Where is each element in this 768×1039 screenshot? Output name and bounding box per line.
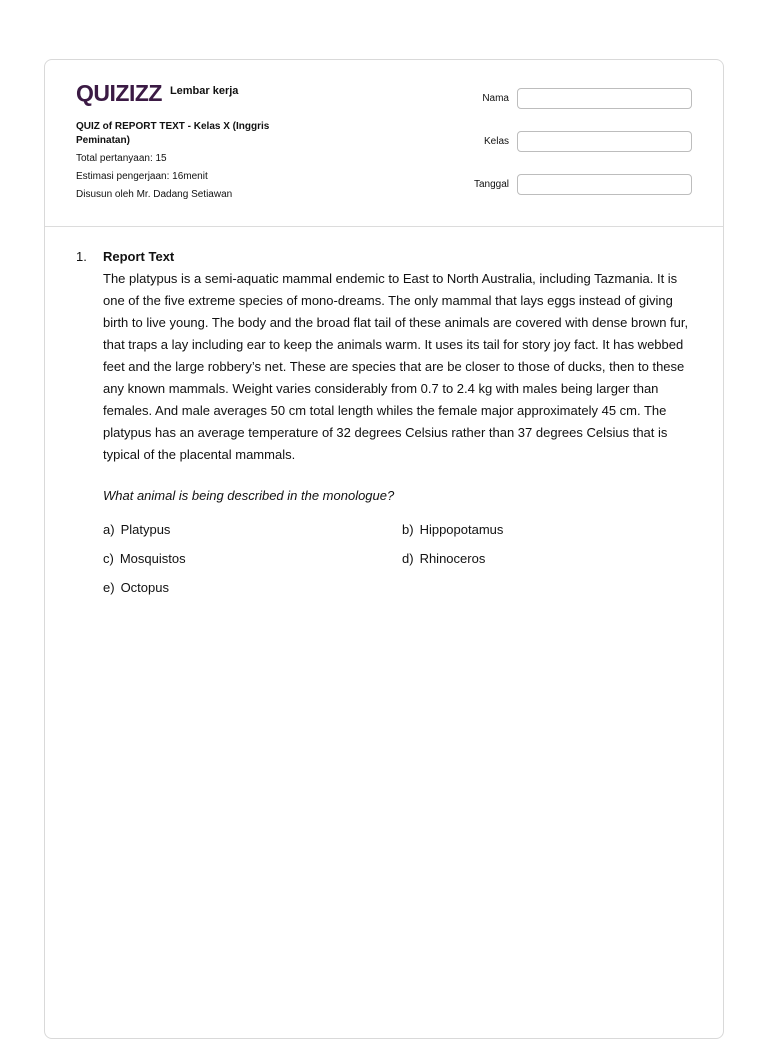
- date-field[interactable]: [517, 174, 692, 195]
- name-label: Nama: [482, 93, 509, 104]
- question-heading: Report Text: [103, 249, 175, 264]
- option-text: Mosquistos: [119, 551, 186, 566]
- option-text: Hippopotamus: [419, 522, 504, 537]
- estimated-time: Estimasi pengerjaan: 16menit: [76, 171, 208, 182]
- question-prompt: What animal is being described in the monologue?: [103, 488, 395, 503]
- option-letter: d): [402, 551, 414, 566]
- option-text: Octopus: [120, 580, 169, 595]
- class-field[interactable]: [517, 131, 692, 152]
- option-b[interactable]: [402, 522, 696, 538]
- option-d[interactable]: [402, 551, 696, 567]
- option-letter: b): [402, 522, 414, 537]
- worksheet-header: [45, 60, 723, 227]
- question-passage: The platypus is a semi-aquatic mammal endemic to East to North Australia, including Tazmania. It is one of the five extreme species of mono-dreams. The only mammal that lays eggs instead of giving birth to live young. The body and the broad flat tail of these animals are covered with dense brown fur, that traps a lay including ear to keep the animals warm. It uses its tail for story joy fact. It has webbed feet and the large robbery’s net. These are species that are be closer to those of ducks, then to these any known mammals. Weight varies considerably from 0.7 to 2.4 kg with males being larger than females. And male averages 50 cm total length whiles the female major approximately 45 cm. The platypus has an average temperature of 32 degrees Celsius rather than 37 degrees Celsius that is typical of the placental mammals.: [103, 271, 689, 462]
- quizizz-logo: QUIZIZZ: [76, 80, 162, 106]
- date-label: Tanggal: [473, 179, 509, 190]
- class-label: Kelas: [483, 136, 509, 147]
- answer-options: [103, 522, 696, 596]
- option-text: Platypus: [120, 522, 171, 537]
- quiz-title: QUIZ of REPORT TEXT - Kelas X (Inggris Peminatan): [76, 121, 270, 146]
- question-body: [103, 249, 696, 596]
- brand: [76, 80, 238, 107]
- author: Disusun oleh Mr. Dadang Setiawan: [76, 189, 233, 200]
- option-e[interactable]: [103, 580, 402, 596]
- total-questions: Total pertanyaan: 15: [76, 153, 167, 164]
- worksheet-label: Lembar kerja: [169, 84, 239, 97]
- name-field[interactable]: [517, 88, 692, 109]
- option-letter: a): [103, 522, 115, 537]
- option-letter: e): [103, 580, 115, 595]
- option-a[interactable]: [103, 522, 402, 538]
- question-number: 1.: [76, 249, 87, 264]
- option-text: Rhinoceros: [419, 551, 486, 566]
- option-c[interactable]: [103, 551, 402, 567]
- option-letter: c): [103, 551, 114, 566]
- worksheet-page: [44, 59, 724, 1039]
